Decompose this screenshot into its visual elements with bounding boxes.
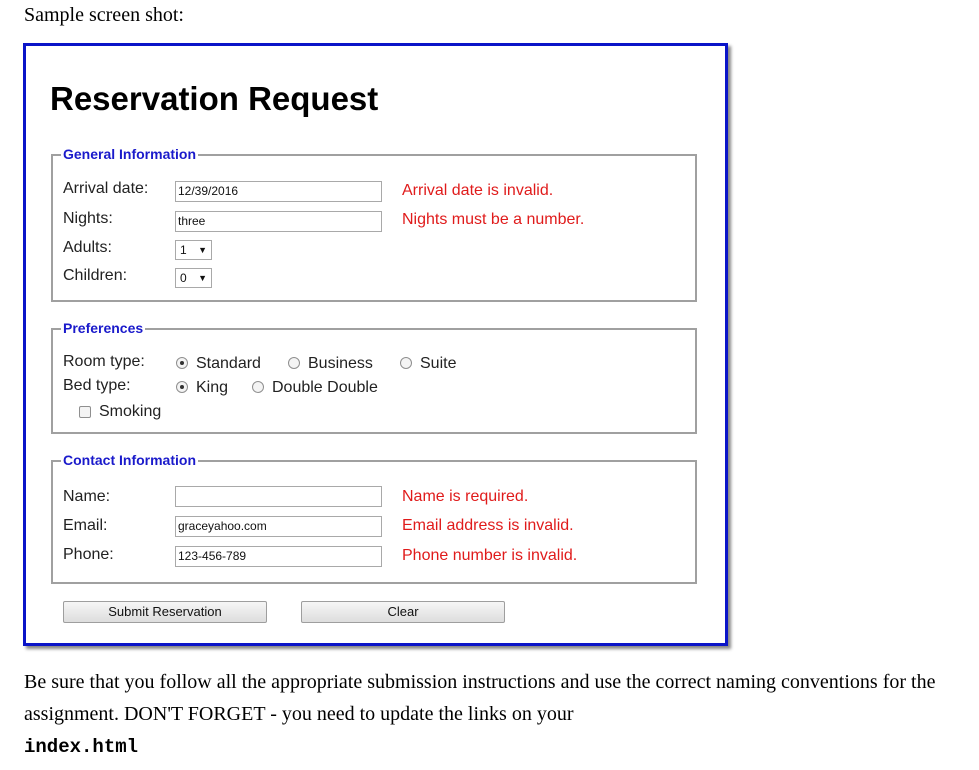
name-label: Name: xyxy=(63,488,111,505)
general-information-legend: General Information xyxy=(63,146,197,162)
instructions-text: Be sure that you follow all the appropriate submission instructions and use the correct naming conventions for the assignment. DON'T FORGET - you need to update the links on your xyxy=(24,671,936,725)
smoking-label: Smoking xyxy=(99,403,162,420)
preferences-fieldset xyxy=(51,320,697,434)
children-select-value: 0 xyxy=(180,271,187,285)
email-label: Email: xyxy=(63,517,108,534)
phone-error: Phone number is invalid. xyxy=(402,547,578,564)
room-business-radio[interactable] xyxy=(288,357,300,369)
preferences-legend: Preferences xyxy=(63,320,144,336)
bed-king-label: King xyxy=(196,379,229,396)
page-title: Reservation Request xyxy=(50,80,379,117)
chevron-down-icon: ▼ xyxy=(198,245,207,255)
bed-double-radio[interactable] xyxy=(252,381,264,393)
children-select[interactable] xyxy=(175,268,212,288)
adults-select-value: 1 xyxy=(180,243,187,257)
name-input[interactable] xyxy=(175,486,382,507)
email-error: Email address is invalid. xyxy=(402,517,574,534)
room-standard-radio[interactable] xyxy=(176,357,188,369)
smoking-checkbox[interactable] xyxy=(79,406,91,418)
adults-label: Adults: xyxy=(63,239,112,256)
chevron-down-icon: ▼ xyxy=(198,273,207,283)
name-error: Name is required. xyxy=(402,488,529,505)
submit-reservation-button[interactable]: Submit Reservation xyxy=(63,601,267,623)
room-suite-radio[interactable] xyxy=(400,357,412,369)
arrival-date-input[interactable]: 12/39/2016 xyxy=(175,181,382,202)
bed-king-radio[interactable] xyxy=(176,381,188,393)
caption-text: Sample screen shot: xyxy=(24,4,184,26)
bed-type-label: Bed type: xyxy=(63,377,131,394)
screenshot-frame xyxy=(23,43,728,646)
contact-information-fieldset xyxy=(51,452,697,584)
children-label: Children: xyxy=(63,267,128,284)
phone-label: Phone: xyxy=(63,546,114,563)
clear-button[interactable]: Clear xyxy=(301,601,505,623)
instructions-paragraph xyxy=(24,666,969,763)
bed-double-label: Double Double xyxy=(272,379,378,396)
phone-input[interactable]: 123-456-789 xyxy=(175,546,382,567)
nights-input[interactable]: three xyxy=(175,211,382,232)
filename-code: index.html xyxy=(24,736,139,758)
arrival-date-error: Arrival date is invalid. xyxy=(402,182,554,199)
arrival-date-label: Arrival date: xyxy=(63,180,149,197)
contact-information-legend: Contact Information xyxy=(63,452,196,468)
room-type-label: Room type: xyxy=(63,353,145,370)
email-input[interactable]: graceyahoo.com xyxy=(175,516,382,537)
room-business-label: Business xyxy=(308,355,373,372)
room-standard-label: Standard xyxy=(196,355,261,372)
nights-error: Nights must be a number. xyxy=(402,211,585,228)
room-suite-label: Suite xyxy=(420,355,457,372)
nights-label: Nights: xyxy=(63,210,113,227)
general-information-fieldset xyxy=(51,146,697,302)
adults-select[interactable] xyxy=(175,240,212,260)
